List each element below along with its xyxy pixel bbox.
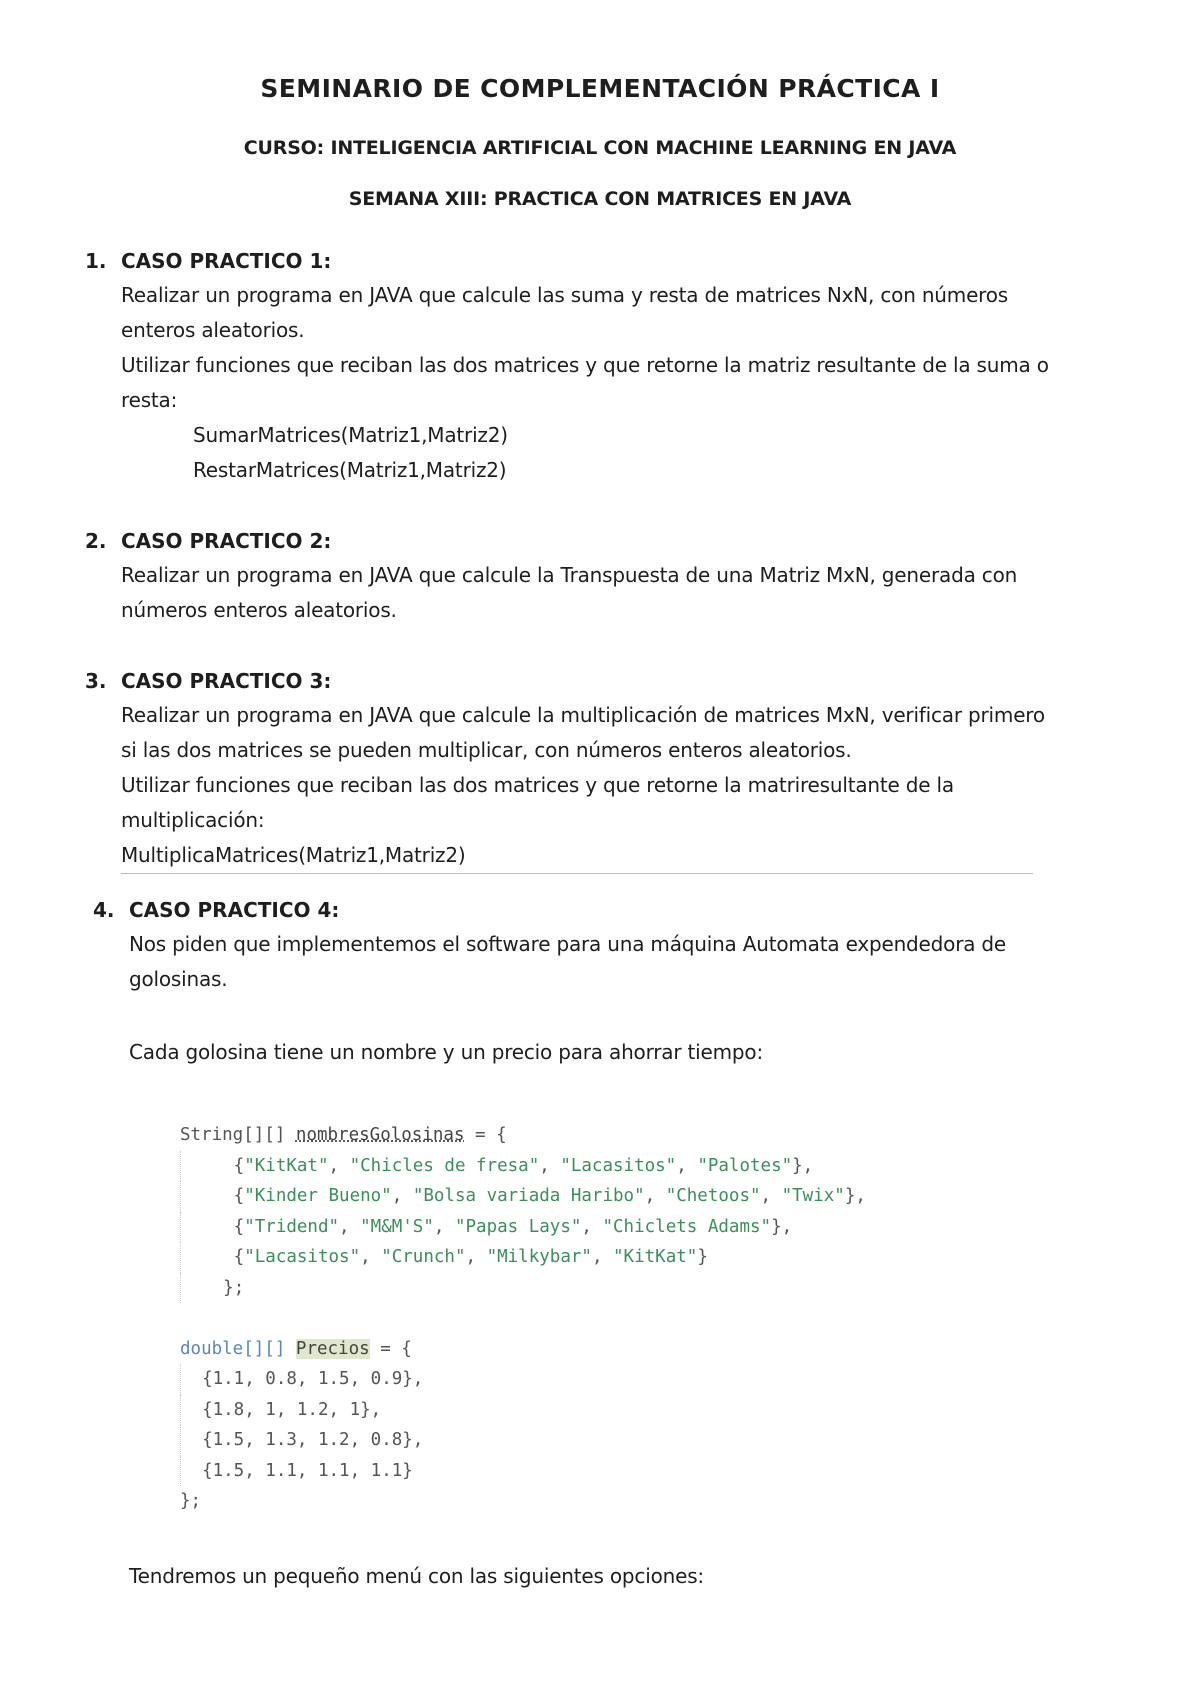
case-1 — [85, 244, 1131, 488]
case-text-line: golosinas. — [129, 967, 228, 991]
code-string: "Lacasitos" — [560, 1155, 677, 1176]
case-body — [121, 278, 1131, 488]
code-snippet: String[][] nombresGolosinas = { {"KitKat", "Chicles de fresa", "Lacasitos", "Palotes"}, {"Kinder Bueno", "Bolsa variada Haribo", "Chetoos", "Twix"}, {"Tridend", "M&M'S", "Papas Lays", "Chiclets Adams"}, {"Lacasitos", "Crunch", "Milkybar", "KitKat"} }; double[][] Precios = { {1.1, 0.8, 1.5, 0.9}, {1.8, 1, 1.2, 1}, {1.5, 1.3, 1.2, 0.8}, {1.5, 1.1, 1.1, 1.1} }; — [180, 1125, 866, 1511]
course-subtitle: CURSO: INTELIGENCIA ARTIFICIAL CON MACHINE LEARNING EN JAVA — [243, 137, 957, 159]
code-string: "Chicles de fresa" — [349, 1155, 540, 1176]
case-text-line: Utilizar funciones que reciban las dos matrices y que retorne la matriz resultante de la suma o — [121, 353, 1049, 377]
document-title: SEMINARIO DE COMPLEMENTACIÓN PRÁCTICA I — [260, 74, 940, 103]
code-string: "Papas Lays" — [454, 1216, 582, 1237]
code-string: "Crunch" — [381, 1247, 466, 1267]
case-heading: CASO PRACTICO 2: — [121, 529, 332, 553]
case-text-line: enteros aleatorios. — [121, 318, 305, 342]
code-string: "Kinder Bueno" — [244, 1186, 392, 1206]
code-string: "Bolsa variada Haribo" — [412, 1186, 645, 1206]
case-text-line: Nos piden que implementemos el software para una máquina Automata expendedora de — [129, 932, 1007, 956]
case-number: 1. — [85, 249, 107, 273]
case-body — [121, 698, 1131, 874]
function-signature: SumarMatrices(Matriz1,Matriz2) — [193, 423, 508, 447]
code-close: }; — [223, 1277, 245, 1298]
code-string: "KitKat" — [244, 1155, 329, 1176]
code-row: {1.8, 1, 1.2, 1}, — [202, 1399, 382, 1420]
case-number: 4. — [93, 898, 115, 922]
case-heading: CASO PRACTICO 1: — [121, 249, 332, 273]
code-row: {1.1, 0.8, 1.5, 0.9}, — [202, 1369, 424, 1389]
code-assign: = { — [475, 1125, 507, 1145]
code-string: "Lacasitos" — [244, 1247, 361, 1267]
code-string: "Palotes" — [697, 1155, 793, 1176]
case-3 — [85, 664, 1131, 874]
case-4 — [93, 893, 1139, 997]
code-variable-highlighted: Precios — [295, 1338, 370, 1359]
case-body — [129, 927, 1139, 997]
case-text-line: multiplicación: — [121, 808, 265, 832]
case-text-line: Realizar un programa en JAVA que calcule las suma y resta de matrices NxN, con números — [121, 283, 1009, 307]
case-number: 2. — [85, 529, 107, 553]
function-signature: MultiplicaMatrices(Matriz1,Matriz2) — [121, 838, 1033, 874]
code-string: "KitKat" — [613, 1247, 698, 1267]
case-text-line: resta: — [121, 388, 178, 412]
case-heading: CASO PRACTICO 4: — [129, 898, 340, 922]
code-string: "Milkybar" — [486, 1247, 592, 1267]
code-variable: nombresGolosinas — [295, 1125, 465, 1145]
case-text-line: Realizar un programa en JAVA que calcule la Transpuesta de una Matriz MxN, generada con — [121, 563, 1018, 587]
function-signature: RestarMatrices(Matriz1,Matriz2) — [193, 458, 507, 482]
case-text-line: números enteros aleatorios. — [121, 598, 397, 622]
case-text-line: Utilizar funciones que reciban las dos matrices y que retorne la matriresultante de la — [121, 773, 954, 797]
code-string: "Tridend" — [244, 1216, 340, 1237]
case-4-outro: Tendremos un pequeño menú con las siguientes opciones: — [129, 1564, 704, 1588]
code-close: }; — [180, 1491, 202, 1511]
code-type: double[][] — [180, 1338, 286, 1359]
code-row: {1.5, 1.1, 1.1, 1.1} — [202, 1460, 413, 1481]
case-body — [121, 558, 1131, 628]
code-string: "Chetoos" — [665, 1186, 761, 1206]
case-text-line: Realizar un programa en JAVA que calcule la multiplicación de matrices MxN, verificar primero — [121, 703, 1045, 727]
case-number: 3. — [85, 669, 107, 693]
case-2 — [85, 524, 1131, 628]
case-text-line: si las dos matrices se pueden multiplicar, con números enteros aleatorios. — [121, 738, 852, 762]
code-assign: = { — [380, 1338, 412, 1359]
case-4-intro: Cada golosina tiene un nombre y un precio para ahorrar tiempo: — [129, 1040, 763, 1064]
week-subtitle: SEMANA XIII: PRACTICA CON MATRICES EN JAVA — [348, 188, 852, 210]
code-string: "M&M'S" — [360, 1216, 434, 1237]
code-row: {1.5, 1.3, 1.2, 0.8}, — [202, 1430, 424, 1450]
code-type: String[][] — [180, 1125, 286, 1145]
code-string: "Chiclets Adams" — [602, 1216, 772, 1237]
case-heading: CASO PRACTICO 3: — [121, 669, 332, 693]
code-string: "Twix" — [781, 1186, 845, 1206]
